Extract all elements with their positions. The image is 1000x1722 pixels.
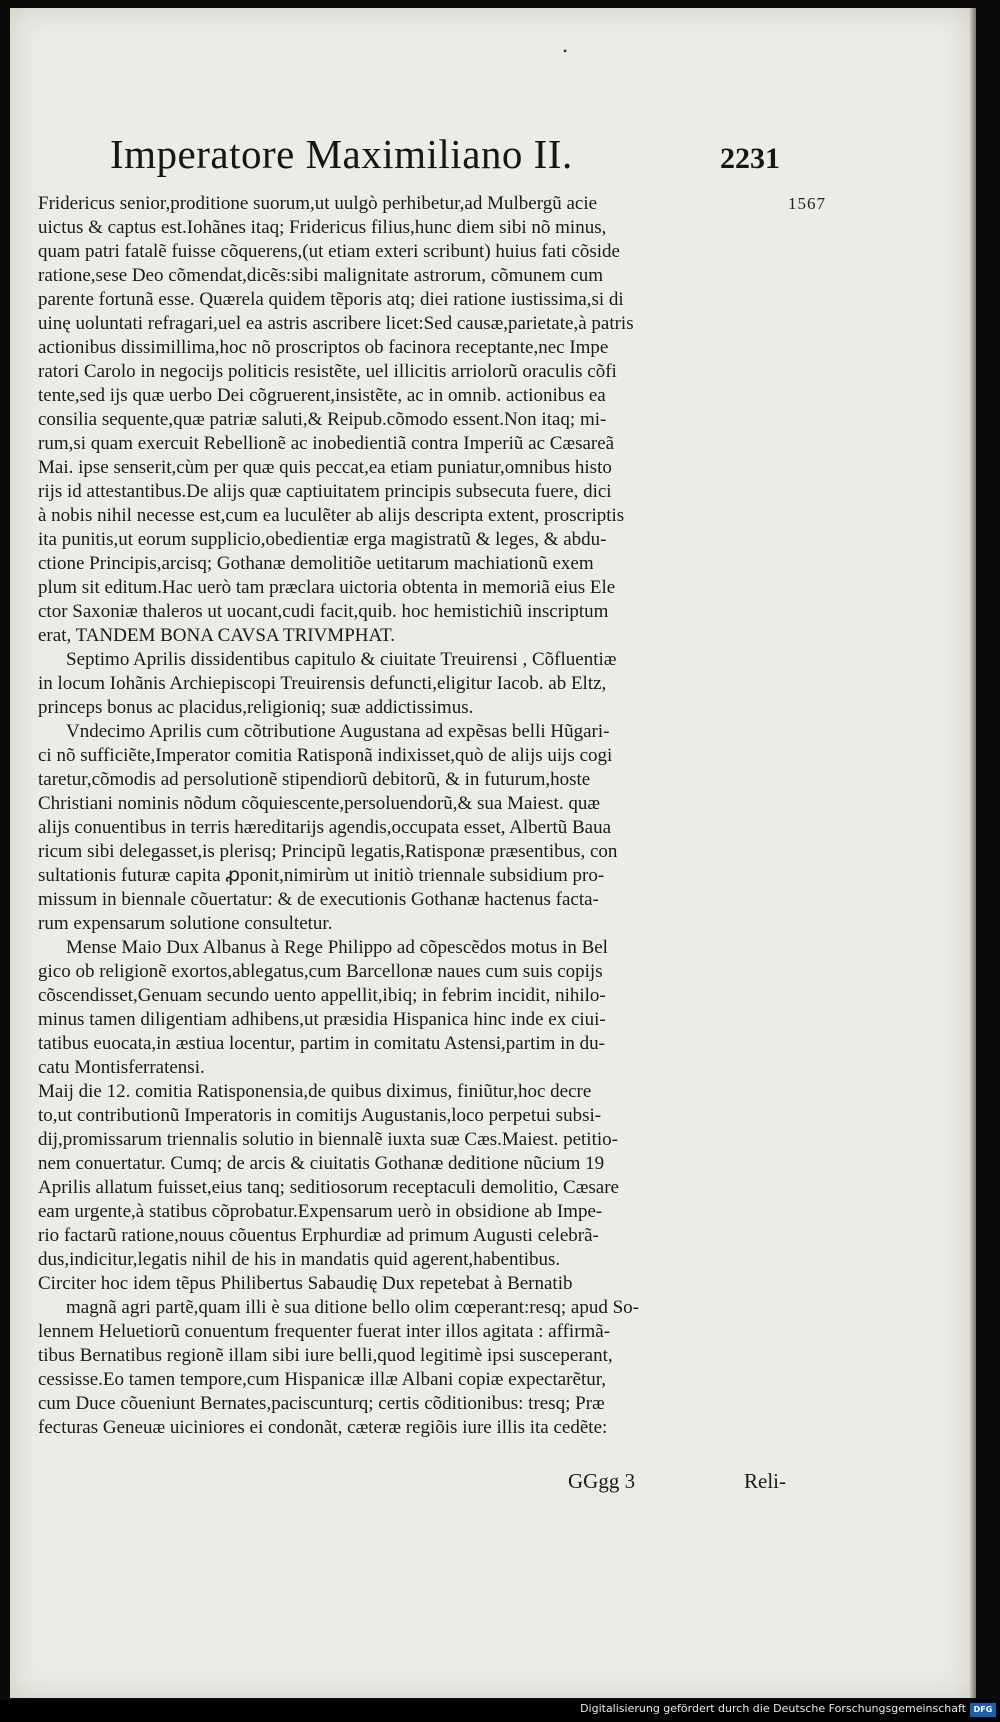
- text-line: tente,sed ijs quæ uerbo Dei cõgruerent,insistẽte, ac in omnib. actionibus ea: [38, 385, 606, 406]
- text-line: eam urgente,à statibus cõprobatur.Expensarum uerò in obsidione ab Impe-: [38, 1201, 603, 1222]
- text-line: actionibus dissimillima,hoc nõ proscriptos ob facinora receptante,nec Impe: [38, 337, 609, 358]
- text-line: ctione Principis,arcisq; Gothanæ demolitiõe uetitarum machiationũ exem: [38, 553, 594, 574]
- page-edge: [970, 8, 976, 1698]
- signature-mark: GGgg 3: [568, 1469, 636, 1493]
- text-line: cõscendisset,Genuam secundo uento appellit,ibiq; in febrim incidit, nihilo-: [38, 985, 606, 1006]
- text-line: missum in biennale cõuertatur: & de executionis Gothanæ hactenus facta-: [38, 889, 599, 910]
- text-line: magnã agri partẽ,quam illi è sua ditione bello olim cœperant:resq; apud So-: [66, 1297, 640, 1318]
- ink-dot: •: [563, 44, 568, 58]
- text-line: sultationis futuræ capita ꝓponit,nimirùm ut initiò triennale subsidium pro-: [38, 865, 605, 886]
- text-line: rum expensarum solutione consultetur.: [38, 913, 333, 934]
- body-text: [38, 192, 798, 1440]
- text-line: ricum sibi delegasset,is plerisq; Principũ legatis,Ratisponæ præsentibus, con: [38, 841, 618, 862]
- text-line: princeps bonus ac placidus,religioniq; suæ addictissimus.: [38, 697, 474, 718]
- text-line: quam patri fatalẽ fuisse cõquerens,(ut etiam exteri scribunt) huius fati cõside: [38, 241, 620, 262]
- text-line: à nobis nihil necesse est,cum ea luculẽter ab alijs descripta extent, proscriptis: [38, 505, 625, 526]
- text-line: uictus & captus est.Iohãnes itaq; Fridericus filius,hunc diem sibi nõ minus,: [38, 217, 607, 238]
- text-line: rio factarũ ratione,nouus cõuentus Erphurdiæ ad primum Augusti celebrã-: [38, 1225, 599, 1246]
- text-line: in locum Iohãnis Archiepiscopi Treuirensis defuncti,eligitur Iacob. ab Eltz,: [38, 673, 607, 694]
- text-line: ctor Saxoniæ thaleros ut uocant,cudi facit,quib. hoc hemistichiũ inscriptum: [38, 601, 609, 622]
- text-line: dij,promissarum triennalis solutio in biennalẽ iuxta suæ Cæs.Maiest. petitio-: [38, 1129, 618, 1150]
- text-line: Septimo Aprilis dissidentibus capitulo & ciuitate Treuirensi , Cõfluentiæ: [66, 649, 617, 670]
- text-line: cum Duce cõueniunt Bernates,paciscunturq; certis cõditionibus: tresq; Præ: [38, 1393, 605, 1414]
- text-line: Maij die 12. comitia Ratisponensia,de quibus diximus, finiũtur,hoc decre: [38, 1081, 592, 1102]
- text-line: Mense Maio Dux Albanus à Rege Philippo ad cõpescẽdos motus in Bel: [66, 937, 608, 958]
- text-line: Mai. ipse senserit,cùm per quæ quis peccat,ea etiam puniatur,omnibus histo: [38, 457, 612, 478]
- text-line: tibus Bernatibus regionẽ illam sibi iure belli,quod legitimè ipsi susceperant,: [38, 1345, 613, 1366]
- text-line: ita punitis,ut eorum supplicio,obedientiæ erga magistratũ & leges, & abdu-: [38, 529, 607, 550]
- text-line: rum,si quam exercuit Rebellionẽ ac inobedientiã contra Imperiũ ac Cæsareã: [38, 433, 615, 454]
- text-line: ratione,sese Deo cõmendat,dicẽs:sibi malignitate astrorum, cõmunem cum: [38, 265, 604, 286]
- text-line: ci nõ sufficiẽte,Imperator comitia Ratisponã indixisset,quò de alijs uijs cogi: [38, 745, 613, 766]
- text-line: uinę uoluntati refragari,uel ea astris ascribere licet:Sed causæ,parietate,à patris: [38, 313, 634, 334]
- text-line: tatibus euocata,in æstiua locentur, partim in comitatu Astensi,partim in du-: [38, 1033, 606, 1054]
- text-line: minus tamen diligentiam adhibens,ut præsidia Hispanica hinc inde ex ciui-: [38, 1009, 606, 1030]
- text-line: dus,indicitur,legatis nihil de his in mandatis quid agerent,habentibus.: [38, 1249, 561, 1270]
- text-line: ratori Carolo in negocijs politicis resistẽte, uel illicitis arriolorũ oraculis cõfi: [38, 361, 617, 382]
- text-line: catu Montisferratensi.: [38, 1057, 205, 1078]
- funding-credit: Digitalisierung gefördert durch die Deutsche Forschungsgemeinschaft: [580, 1702, 966, 1715]
- text-line: Christiani nominis nõdum cõquiescente,persoluendorũ,& sua Maiest. quæ: [38, 793, 601, 814]
- catchword: Reli-: [744, 1469, 786, 1493]
- text-line: Circiter hoc idem tẽpus Philibertus Sabaudię Dux repetebat à Bernatib: [38, 1273, 573, 1294]
- text-line: Aprilis allatum fuisset,eius tanq; seditiosorum receptaculi demolitio, Cæsare: [38, 1177, 619, 1198]
- footer-bar: [0, 1700, 1000, 1722]
- text-line: plum sit editum.Hac uerò tam præclara uictoria obtenta in memoriã eius Ele: [38, 577, 616, 598]
- text-line: lennem Heluetiorũ conuentum frequenter fuerat inter illos agitata : affirmã-: [38, 1321, 611, 1342]
- text-line: erat, TANDEM BONA CAVSA TRIVMPHAT.: [38, 625, 396, 646]
- text-line: to,ut contributionũ Imperatoris in comitijs Augustanis,loco perpetui subsi-: [38, 1105, 602, 1126]
- text-line: Vndecimo Aprilis cum cõtributione Augustana ad expẽsas belli Hũgari-: [66, 721, 610, 742]
- running-head: Imperatore Maximiliano II.: [110, 131, 573, 177]
- text-line: cessisse.Eo tamen tempore,cum Hispanicæ illæ Albani copiæ expectarẽtur,: [38, 1369, 607, 1390]
- text-line: fecturas Geneuæ uiciniores ei condonãt, cæteræ regiõis iure illis ita cedẽte:: [38, 1417, 608, 1438]
- page-number: 2231: [720, 142, 780, 175]
- text-line: gico ob religionẽ exortos,ablegatus,cum Barcellonæ naues cum suis copijs: [38, 961, 603, 982]
- margin-year: 1567: [788, 194, 826, 213]
- text-line: taretur,cõmodis ad persolutionẽ stipendiorũ debitorũ, & in futurum,hoste: [38, 769, 591, 790]
- dfg-logo: DFG: [970, 1703, 996, 1717]
- text-line: consilia sequente,quæ patriæ saluti,& Reipub.cõmodo essent.Non itaq; mi-: [38, 409, 607, 430]
- text-line: Fridericus senior,proditione suorum,ut uulgò perhibetur,ad Mulbergũ acie: [38, 193, 598, 214]
- text-line: rijs id attestantibus.De alijs quæ captiuitatem principis subsecuta fuere, dici: [38, 481, 612, 502]
- text-line: nem conuertatur. Cumq; de arcis & ciuitatis Gothanæ deditione nũcium 19: [38, 1153, 605, 1174]
- text-line: alijs conuentibus in terris hæreditarijs agendis,occupata esset, Albertũ Baua: [38, 817, 612, 838]
- text-line: parente fortunã esse. Quærela quidem tẽporis atq; diei ratione iustissima,si di: [38, 289, 624, 310]
